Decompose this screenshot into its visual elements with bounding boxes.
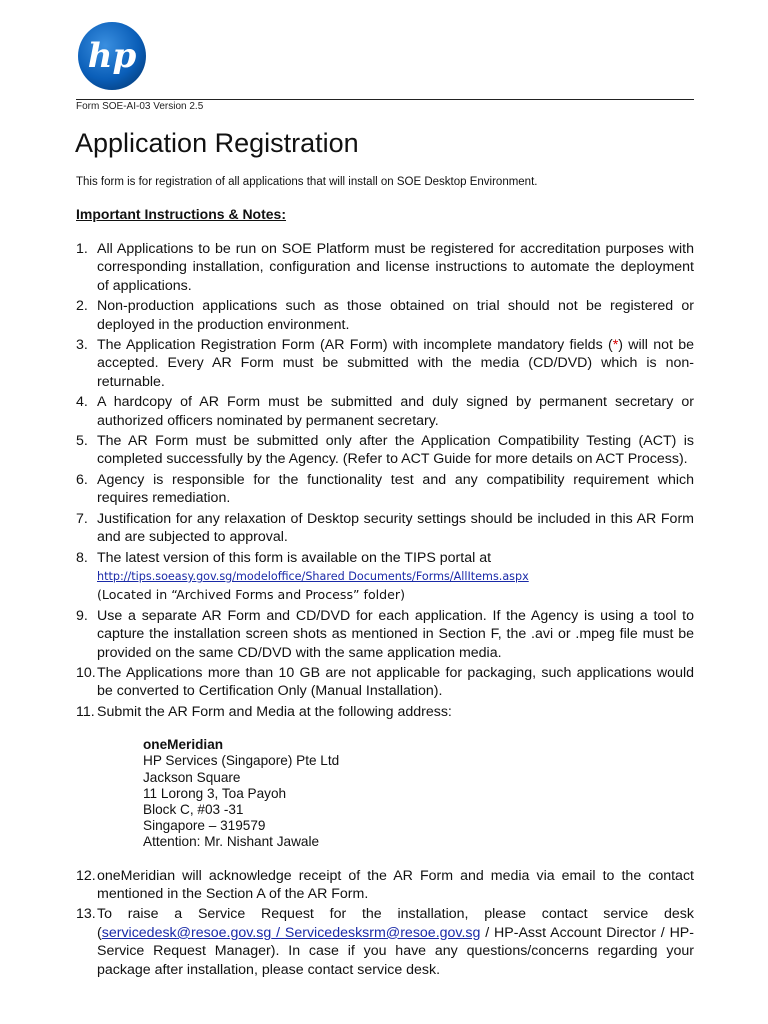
address-line: Block C, #03 -31 bbox=[143, 801, 244, 817]
address-line: HP Services (Singapore) Pte Ltd bbox=[143, 753, 340, 769]
servicedesksrm-email-link[interactable]: Servicedesksrm@resoe.gov.sg bbox=[284, 924, 481, 941]
page-title: Application Registration bbox=[75, 128, 359, 158]
located-note: (Located in “Archived Forms and Process” folder) bbox=[97, 587, 405, 603]
list-item: 11. Submit the AR Form and Media at the following address: oneMeridian HP Services (Singapore) Pte Ltd Jackson Square 11 Lorong 3, Toa Payoh Block C, #03 -31 Singapore – 319579 Attention: Mr. Nishant Jawale bbox=[76, 703, 694, 851]
address-attention: Attention: Mr. Nishant Jawale bbox=[143, 834, 320, 850]
list-item: 12. oneMeridian will acknowledge receipt of the AR Form and media via email to the contact mentioned in the Section A of the AR Form. bbox=[76, 867, 694, 902]
list-item: 6. Agency is responsible for the functionality test and any compatibility requirement which requires remediation. bbox=[76, 471, 694, 507]
list-item: 8. The latest version of this form is available on the TIPS portal at http://tips.soeasy.gov.sg/modeloffice/Shared Documents/Forms/AllItems.aspx (Located in “Archived Forms and Process” folder) bbox=[76, 549, 529, 603]
list-item: 2. Non-production applications such as those obtained on trial should not be registered or deployed in the production environment. bbox=[76, 298, 694, 333]
svg-text:hp: hp bbox=[87, 36, 137, 76]
instructions-list bbox=[76, 240, 694, 981]
form-id: Form SOE-AI-03 Version 2.5 bbox=[76, 101, 204, 112]
servicedesk-email-link[interactable]: servicedesk@resoe.gov.sg bbox=[101, 924, 272, 941]
header-rule bbox=[76, 99, 694, 100]
address-line: Jackson Square bbox=[143, 769, 241, 785]
hp-logo bbox=[76, 20, 148, 92]
required-star: * bbox=[612, 337, 619, 354]
list-item: 1. All Applications to be run on SOE Platform must be registered for accreditation purposes with corresponding installation, configuration and license instructions to automate the deployment of applications. bbox=[76, 241, 694, 294]
list-item: 7. Justification for any relaxation of Desktop security settings should be included in this AR Form and are subjected to approval. bbox=[76, 510, 694, 546]
list-item: 13. To raise a Service Request for the installation, please contact service desk (servicedesk@resoe.gov.sg / Servicedesksrm@resoe.gov.sg / HP-Asst Account Director / HP-Service Request Manager). In case if you have any questions/concerns regarding your package after installation, please contact service desk. bbox=[76, 906, 694, 978]
address-org: oneMeridian bbox=[143, 737, 224, 753]
mailing-address bbox=[143, 737, 694, 850]
list-item: 4. A hardcopy of AR Form must be submitted and duly signed by permanent secretary or authorized officers nominated by permanent secretary. bbox=[76, 394, 694, 429]
address-line: 11 Lorong 3, Toa Payoh bbox=[143, 785, 287, 801]
list-item: 3. The Application Registration Form (AR Form) with incomplete mandatory fields (*) will not be accepted. Every AR Form must be submitted with the media (CD/DVD) which is non-returnable. bbox=[76, 337, 694, 390]
address-line: Singapore – 319579 bbox=[143, 818, 266, 834]
hp-logo-icon bbox=[76, 20, 148, 92]
list-item: 5. The AR Form must be submitted only after the Application Compatibility Testing (ACT) is completed successfully by the Agency. (Refer to ACT Guide for more details on ACT Process). bbox=[76, 433, 694, 468]
notes-heading: Important Instructions & Notes: bbox=[76, 206, 287, 222]
list-item: 9. Use a separate AR Form and CD/DVD for each application. If the Agency is using a tool to capture the installation screen shots as mentioned in Section F, the .avi or .mpeg file must be provided on the same CD/DVD with the same application media. bbox=[76, 607, 694, 661]
intro-text: This form is for registration of all applications that will install on SOE Desktop Environment. bbox=[76, 176, 538, 188]
list-item: 10. The Applications more than 10 GB are not applicable for packaging, such applications would be converted to Certification Only (Manual Installation). bbox=[76, 664, 694, 700]
tips-portal-link[interactable]: http://tips.soeasy.gov.sg/modeloffice/Shared Documents/Forms/AllItems.aspx bbox=[97, 569, 529, 583]
